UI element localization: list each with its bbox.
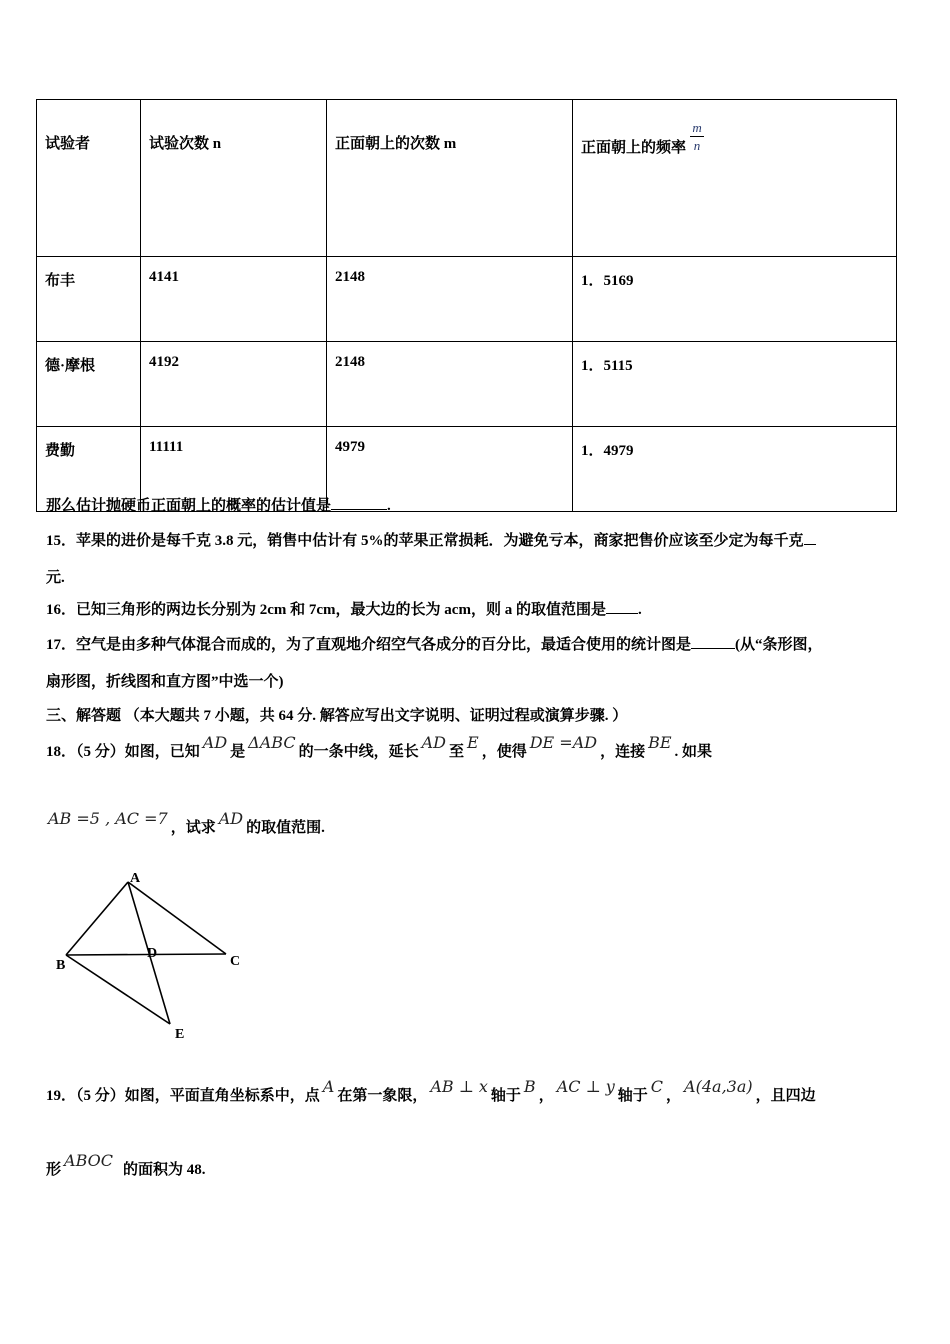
section-3-heading: 三、解答题 （本大题共 7 小题，共 64 分. 解答应写出文字说明、证明过程或演算步骤. ） [46,708,628,724]
segment-AC [128,882,226,954]
triangle-figure [46,866,256,1046]
answer-blank [804,530,816,545]
header-cell-frequency [573,100,897,257]
table-cell: 11111 [141,427,327,512]
table-cell: 布丰 [37,257,141,342]
table-cell: 2148 [327,342,573,427]
question-14-tail: 那么估计抛硬币正面朝上的概率的估计值是 . [46,494,391,515]
table-cell: 1．5115 [573,342,897,427]
question-18: 18．（5 分）如图，已知 AD 是 ΔABC 的一条中线，延长 AD 至 E ，使得 DE =AD ，连接 BE . 如果 [46,733,713,760]
label-D: D [147,946,158,961]
math-expr: ΔABC [248,733,296,752]
question-18-line2: AB =5 , AC =7 ，试求 AD 的取值范围. [48,809,325,836]
math-expr: AC ⊥ y [556,1077,615,1096]
math-expr: AD [202,733,228,752]
table-row [37,342,897,427]
header-label: 正面朝上的频率 [581,139,687,156]
header-cell: 试验者 [37,100,141,257]
question-17: 17．空气是由多种气体混合而成的，为了直观地介绍空气各成分的百分比，最适合使用的统计图是 (从“条形图， [46,633,823,654]
table-header-row [37,100,897,257]
question-15-line2: 元. [46,570,65,586]
question-19: 19．（5 分）如图，平面直角坐标系中，点 A 在第一象限， AB ⊥ x 轴于 B ， AC ⊥ y 轴于 C ， A(4a,3a) ，且四边 [46,1077,816,1104]
label-E: E [175,1027,185,1042]
experiment-table [36,99,897,512]
question-19-line2: 形 ABOC 的面积为 48. [46,1151,206,1178]
math-expr: AB ⊥ x [430,1077,488,1096]
question-16: 16．已知三角形的两边长分别为 2cm 和 7cm，最大边的长为 acm，则 a 的取值范围是 . [46,598,642,619]
segment-AB [66,882,128,955]
header-cell: 正面朝上的次数 m [327,100,573,257]
table-cell: 4192 [141,342,327,427]
math-expr: B [523,1077,536,1096]
math-expr: DE =AD [529,733,598,752]
question-17-line2: 扇形图，折线图和直方图”中选一个) [46,674,284,690]
table-cell: 4979 [327,427,573,512]
table-cell: 1．4979 [573,427,897,512]
header-cell: 试验次数 n [141,100,327,257]
segment-BC [66,954,226,955]
segment-BE [66,955,170,1024]
math-expr: A [322,1077,335,1096]
question-15: 15．苹果的进价是每千克 3.8 元，销售中估计有 5%的苹果正常损耗．为避免亏本，商家把售价应该至少定为每千克 [46,529,816,550]
table-cell: 1．5169 [573,257,897,342]
math-expr: ABOC [64,1151,113,1170]
table-cell: 费勤 [37,427,141,512]
fraction-numerator: m [692,120,702,135]
math-expr: C [650,1077,664,1096]
table-cell: 4141 [141,257,327,342]
table-cell: 德·摩根 [37,342,141,427]
math-expr: E [467,733,479,752]
math-expr: AD [421,733,446,752]
label-C: C [230,954,241,969]
answer-blank [331,495,387,510]
math-expr: A(4a,3a) [684,1077,753,1096]
answer-blank [606,599,638,614]
label-B: B [56,958,66,973]
fraction-m-over-n [690,120,704,153]
table-row [37,257,897,342]
label-A: A [130,871,141,886]
answer-blank [691,634,735,649]
table-cell: 2148 [327,257,573,342]
math-expr: AD [218,809,244,828]
fraction-denominator: n [693,138,701,153]
math-expr: BE [648,733,672,752]
math-expr: AB =5 , AC =7 [48,809,168,828]
